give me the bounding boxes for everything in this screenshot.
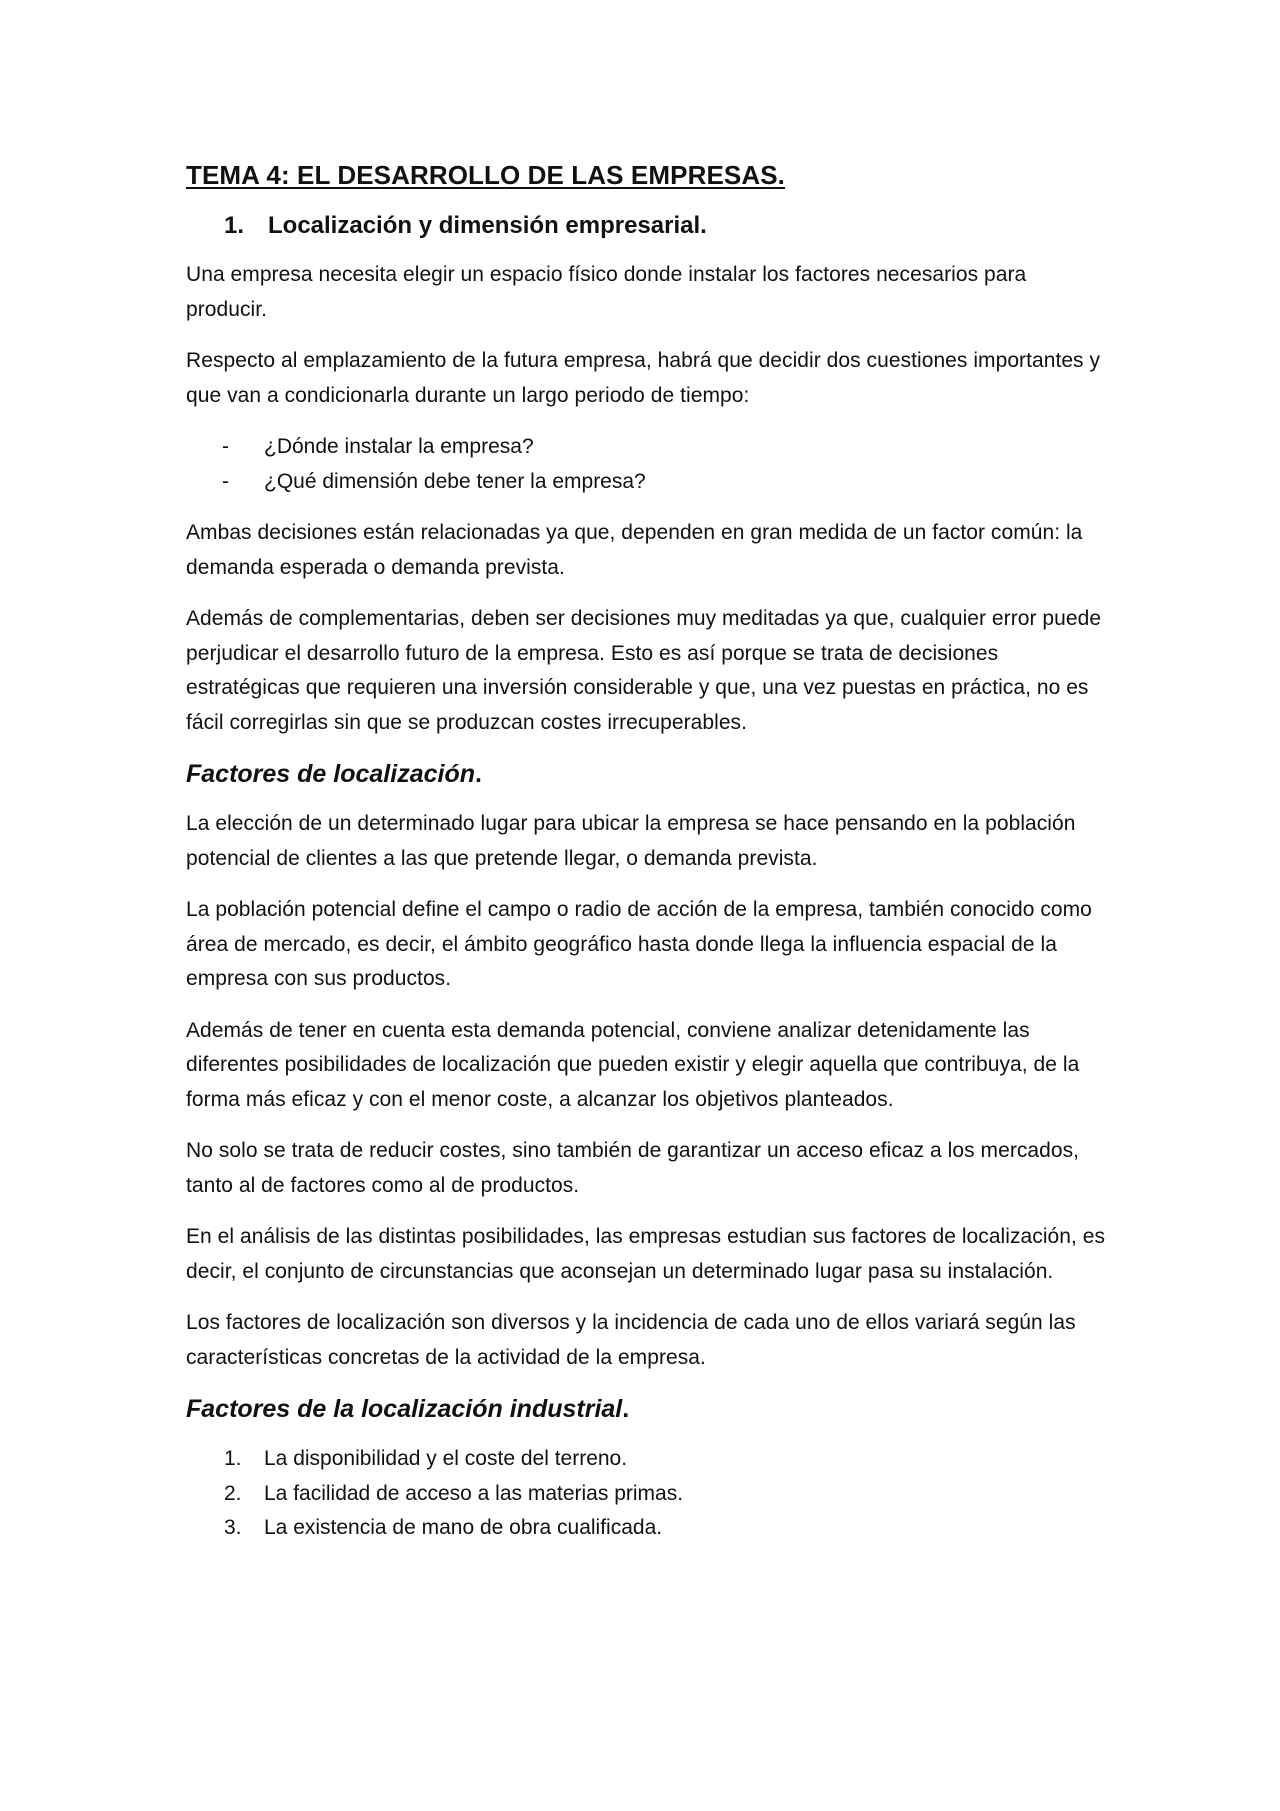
paragraph: Respecto al emplazamiento de la futura empresa, habrá que decidir dos cuestiones importantes y que van a condicionarla durante un largo periodo de tiempo: bbox=[186, 349, 1101, 407]
paragraph: Ambas decisiones están relacionadas ya que, dependen en gran medida de un factor común: la demanda esperada o demanda prevista. bbox=[186, 521, 1083, 579]
list-marker: 3. bbox=[224, 1516, 242, 1539]
list-marker: - bbox=[222, 469, 229, 493]
subheading-industrial-factors bbox=[186, 1392, 1106, 1426]
list-item bbox=[186, 465, 1106, 500]
list-item bbox=[186, 1477, 1106, 1512]
list-item bbox=[186, 1442, 1106, 1477]
section-heading bbox=[186, 210, 1106, 242]
list-marker: - bbox=[222, 435, 229, 458]
question-list bbox=[186, 430, 1106, 499]
section-label: Localización y dimensión empresarial. bbox=[268, 212, 707, 239]
subheading-text: Factores de la localización industrial bbox=[186, 1395, 623, 1423]
page-title: TEMA 4: EL DESARROLLO DE LAS EMPRESAS. bbox=[186, 160, 785, 190]
list-item bbox=[186, 430, 1106, 465]
paragraph: Además de complementarias, deben ser decisiones muy meditadas ya que, cualquier error puede perjudicar el desarrollo futuro de la empresa. Esto es así porque se trata de decisiones estratégicas que requieren una inversión considerable y que, una vez puestas en práctica, no es fácil corregirlas sin que se produzcan costes irrecuperables. bbox=[186, 607, 1102, 734]
list-item bbox=[186, 1511, 1106, 1546]
paragraph: Los factores de localización son diversos y la incidencia de cada uno de ellos variará según las características concretas de la actividad de la empresa. bbox=[186, 1311, 1076, 1369]
paragraph: En el análisis de las distintas posibilidades, las empresas estudian sus factores de localización, es decir, el conjunto de circunstancias que aconsejan un determinado lugar pasa su instalación. bbox=[186, 1225, 1106, 1283]
subheading-location-factors bbox=[186, 757, 1106, 791]
paragraph: Además de tener en cuenta esta demanda potencial, conviene analizar detenidamente las diferentes posibilidades de localización que pueden existir y elegir aquella que contribuya, de la forma más eficaz y con el menor coste, a alcanzar los objetivos planteados. bbox=[186, 1018, 1080, 1111]
list-marker: 1. bbox=[224, 1447, 242, 1470]
list-item-text: La facilidad de acceso a las materias primas. bbox=[264, 1481, 684, 1505]
list-item-text: La disponibilidad y el coste del terreno. bbox=[264, 1447, 628, 1470]
document-page bbox=[186, 150, 1106, 1563]
paragraph: La población potencial define el campo o radio de acción de la empresa, también conocido como área de mercado, es decir, el ámbito geográfico hasta donde llega la influencia espacial de la empresa con sus productos. bbox=[186, 898, 1092, 990]
list-marker: 2. bbox=[224, 1481, 242, 1505]
paragraph: La elección de un determinado lugar para ubicar la empresa se hace pensando en la población potencial de clientes a las que pretende llegar, o demanda prevista. bbox=[186, 812, 1076, 870]
list-item-text: La existencia de mano de obra cualificada. bbox=[264, 1516, 663, 1539]
paragraph: Una empresa necesita elegir un espacio físico donde instalar los factores necesarios para producir. bbox=[186, 263, 1027, 321]
paragraph: No solo se trata de reducir costes, sino también de garantizar un acceso eficaz a los mercados, tanto al de factores como al de productos. bbox=[186, 1139, 1080, 1197]
section-number: 1. bbox=[224, 212, 245, 239]
list-item-text: ¿Qué dimensión debe tener la empresa? bbox=[264, 469, 646, 493]
industrial-factors-list bbox=[186, 1442, 1106, 1546]
list-item-text: ¿Dónde instalar la empresa? bbox=[264, 435, 534, 458]
subheading-period: . bbox=[622, 1395, 630, 1423]
subheading-text: Factores de localización bbox=[186, 760, 475, 788]
subheading-period: . bbox=[475, 760, 482, 788]
